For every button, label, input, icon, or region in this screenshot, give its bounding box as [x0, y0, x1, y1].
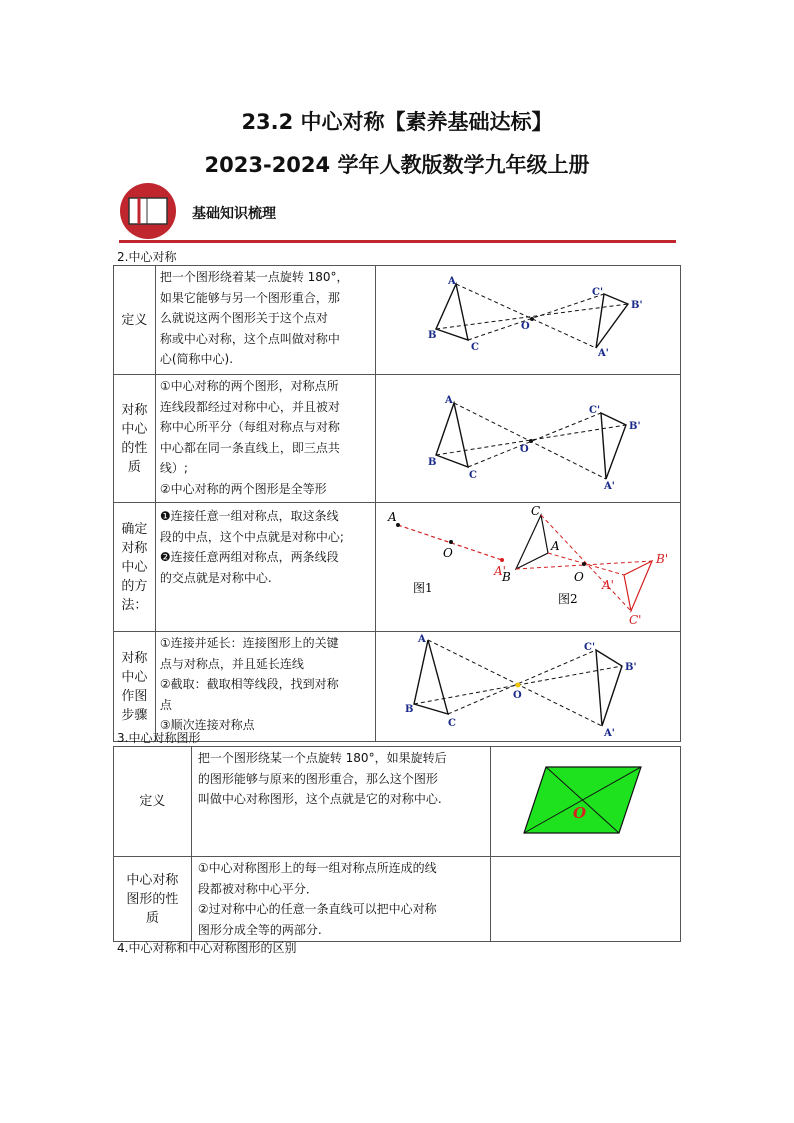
svg-text:O: O — [512, 690, 522, 701]
section-heading: 基础知识梳理 — [192, 206, 276, 222]
svg-text:B': B' — [630, 300, 643, 311]
central-symmetry-figure — [376, 266, 680, 371]
row-label: 对称中心作图步骤 — [114, 632, 156, 742]
figure-cell — [375, 266, 680, 375]
table-row — [114, 857, 681, 942]
row-text: ①中心对称的两个图形，对称点所 连线段都经过对称中心，并且被对 称中心所平分（每组对称点与对称 中心都在同一条直线上，即三点共 线）; ②中心对称的两个图形是全等形 — [155, 375, 375, 503]
row-text: ①连接并延长：连接图形上的关键 点与对称点，并且延长连线 ②截取：截取相等线段，找到对称 点 ③顺次连接对称点 — [155, 632, 375, 742]
parallelogram-figure — [491, 747, 680, 853]
figure-cell — [490, 857, 680, 942]
table-row — [114, 503, 681, 632]
svg-text:A: A — [550, 539, 560, 553]
svg-text:图2: 图2 — [557, 592, 578, 606]
svg-text:图1: 图1 — [412, 581, 433, 595]
page-title: 23.2 中心对称【素养基础达标】 — [241, 110, 553, 134]
figure-cell — [490, 747, 680, 857]
svg-text:C: C — [470, 342, 479, 353]
table-row — [114, 632, 681, 742]
svg-text:C': C' — [591, 287, 604, 298]
svg-text:O: O — [519, 444, 529, 455]
book-icon — [119, 182, 177, 240]
figure-cell — [375, 632, 680, 742]
svg-text:B': B' — [624, 662, 637, 673]
svg-text:A: A — [417, 634, 426, 645]
page-subtitle: 2023-2024 学年人教版数学九年级上册 — [204, 153, 590, 177]
table-row — [114, 375, 681, 503]
svg-text:C': C' — [628, 613, 642, 627]
svg-text:C: C — [468, 470, 477, 481]
svg-text:B: B — [404, 704, 414, 715]
svg-text:B': B' — [628, 421, 641, 432]
row-text: ❶连接任意一组对称点，取这条线 段的中点，这个中点就是对称中心; ❷连接任意两组对称点，两条线段 的交点就是对称中心. — [155, 503, 375, 632]
table-row — [114, 747, 681, 857]
section-2-heading: 2.中心对称 — [117, 250, 177, 264]
table-row — [114, 266, 681, 375]
construction-figure — [376, 632, 680, 738]
figure-cell — [375, 503, 680, 632]
svg-text:B: B — [501, 570, 511, 584]
svg-text:A: A — [387, 510, 397, 524]
row-text: ①中心对称图形上的每一组对称点所连成的线 段都被对称中心平分． ②过对称中心的任意一条直线可以把中心对称 图形分成全等的两部分. — [191, 857, 490, 942]
central-figure-table — [113, 746, 681, 942]
svg-text:A': A' — [493, 564, 506, 578]
svg-text:A': A' — [603, 728, 615, 738]
svg-text:B: B — [427, 457, 437, 468]
svg-text:C: C — [530, 504, 541, 518]
divider — [119, 240, 676, 243]
row-label: 确定对称中心的方法： — [114, 503, 156, 632]
svg-text:O: O — [573, 570, 584, 584]
svg-text:B': B' — [655, 552, 669, 566]
figure-cell — [375, 375, 680, 503]
svg-text:A': A' — [597, 348, 609, 359]
row-label: 定义 — [114, 266, 156, 375]
svg-text:O: O — [520, 321, 530, 332]
svg-text:O: O — [442, 546, 453, 560]
symmetry-property-figure — [376, 375, 680, 499]
row-text: 把一个图形绕着某一点旋转 180°， 如果它能够与另一个图形重合，那 么就说这两个图形关于这个点对 称或中心对称，这个点叫做对称中 心(简称中心). — [155, 266, 375, 375]
row-text: 把一个图形绕某一个点旋转 180°，如果旋转后 的图形能够与原来的图形重合，那么这个图形 叫做中心对称图形，这个点就是它的对称中心. — [191, 747, 490, 857]
svg-text:C: C — [447, 718, 456, 729]
section-4-heading: 4.中心对称和中心对称图形的区别 — [117, 941, 297, 955]
svg-text:B: B — [427, 330, 437, 341]
svg-text:A: A — [444, 395, 453, 406]
svg-text:O: O — [572, 804, 587, 822]
svg-text:A': A' — [601, 578, 614, 592]
row-label: 对称中心的性质 — [114, 375, 156, 503]
svg-text:C': C' — [588, 405, 601, 416]
row-label: 定义 — [114, 747, 192, 857]
central-symmetry-table — [113, 265, 681, 742]
find-center-figure — [376, 503, 680, 628]
svg-text:C': C' — [583, 642, 596, 653]
svg-text:A: A — [447, 276, 456, 287]
section-3-heading: 3.中心对称图形 — [117, 731, 201, 745]
svg-text:A': A' — [603, 481, 615, 492]
row-label: 中心对称图形的性质 — [114, 857, 192, 942]
